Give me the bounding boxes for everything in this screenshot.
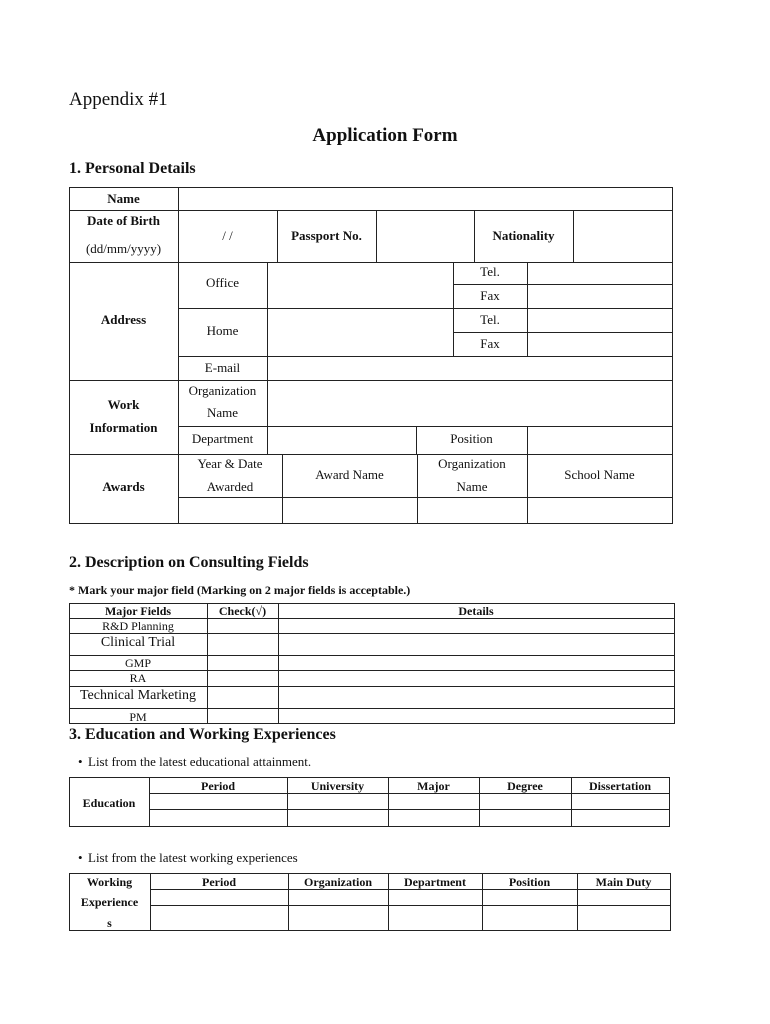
dob-format: (dd/mm/yyyy): [85, 241, 162, 256]
year-date-label-2: Awarded: [206, 479, 254, 494]
home-tel-label: Tel.: [480, 312, 500, 327]
edu-bullet-dot: •: [78, 754, 83, 769]
field-clinical-trial: Clinical Trial: [100, 635, 176, 650]
education-label: Education: [82, 796, 136, 810]
position-label: Position: [450, 431, 493, 446]
edu-university-header: University: [310, 779, 365, 793]
field-pm: PM: [129, 710, 147, 724]
dob-label: Date of Birth: [87, 213, 160, 228]
dob-field[interactable]: / /: [222, 228, 233, 243]
major-fields-header: Major Fields: [104, 604, 172, 618]
work-main-duty-header: Main Duty: [595, 875, 652, 889]
school-name-label: School Name: [564, 467, 635, 482]
section-heading-personal: 1. Personal Details: [69, 160, 196, 177]
field-gmp: GMP: [124, 656, 151, 670]
work-bullet-text: List from the latest working experiences: [88, 850, 298, 865]
passport-label: Passport No.: [291, 228, 362, 243]
work-label-1: Working: [86, 875, 133, 889]
section-heading-consulting: 2. Description on Consulting Fields: [69, 554, 309, 571]
home-label: Home: [206, 323, 239, 338]
email-label: E-mail: [204, 360, 241, 375]
work-label-2: Experience: [80, 895, 139, 909]
details-header: Details: [458, 604, 494, 618]
work-row-2[interactable]: [152, 907, 669, 929]
nationality-label: Nationality: [492, 228, 555, 243]
work-department-header: Department: [404, 875, 466, 889]
consulting-note: * Mark your major field (Marking on 2 major fields is acceptable.): [69, 583, 411, 597]
name-label: Name: [107, 191, 140, 206]
field-rd-planning: R&D Planning: [102, 619, 174, 633]
check-header: Check(√): [218, 604, 267, 618]
appendix-label: Appendix #1: [69, 89, 168, 110]
work-period-header: Period: [202, 875, 236, 889]
work-row-1[interactable]: [152, 891, 669, 904]
page-title: Application Form: [312, 125, 458, 146]
org-name-label-1: Organization: [188, 383, 257, 398]
work-bullet-dot: •: [78, 850, 83, 865]
edu-degree-header: Degree: [507, 779, 543, 793]
edu-bullet-text: List from the latest educational attainment.: [88, 754, 312, 769]
work-label-3: s: [107, 916, 112, 930]
work-position-header: Position: [508, 875, 551, 889]
awards-label: Awards: [102, 479, 145, 494]
work-info-label-1: Work: [107, 397, 140, 412]
home-fax-label: Fax: [480, 336, 500, 351]
section-heading-experience: 3. Education and Working Experiences: [69, 726, 336, 743]
edu-period-header: Period: [201, 779, 235, 793]
field-ra: RA: [129, 671, 147, 685]
org-name-label-2: Name: [206, 405, 239, 420]
year-date-label-1: Year & Date: [197, 456, 263, 471]
edu-dissertation-header: Dissertation: [589, 779, 651, 793]
office-tel-label: Tel.: [480, 264, 500, 279]
award-org-label-2: Name: [456, 479, 488, 494]
address-label: Address: [100, 312, 147, 327]
office-fax-label: Fax: [480, 288, 500, 303]
work-info-label-2: Information: [89, 420, 158, 435]
office-label: Office: [206, 275, 239, 290]
work-organization-header: Organization: [304, 875, 372, 889]
department-label: Department: [191, 431, 254, 446]
award-name-label: Award Name: [315, 467, 384, 482]
edu-major-header: Major: [417, 779, 450, 793]
field-technical-marketing: Technical Marketing: [79, 688, 197, 703]
award-org-label-1: Organization: [438, 456, 506, 471]
